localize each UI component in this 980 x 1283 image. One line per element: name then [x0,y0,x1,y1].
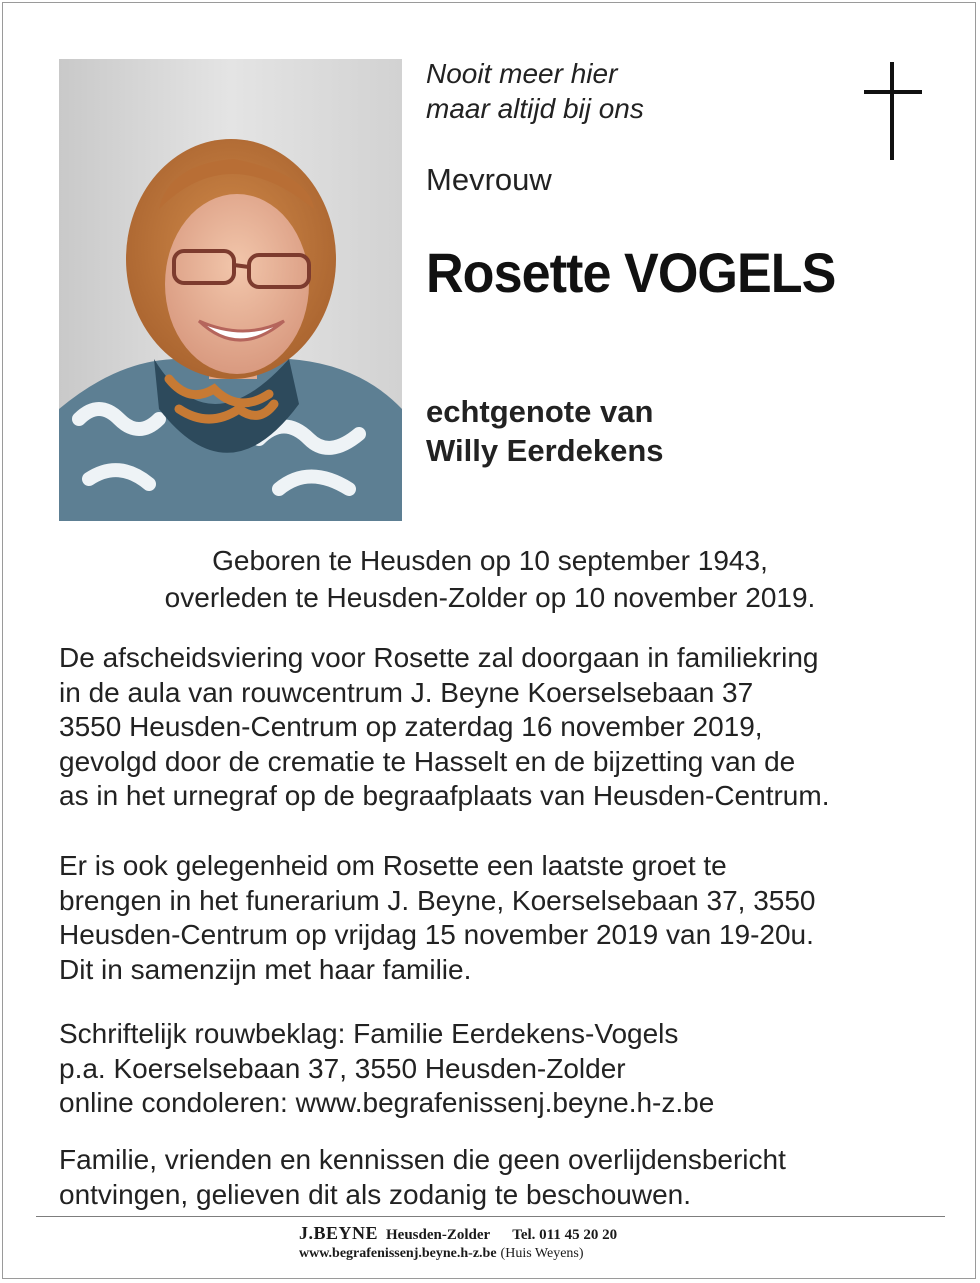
text-line: brengen in het funerarium J. Beyne, Koerselsebaan 37, 3550 [59,884,816,916]
death-line: overleden te Heusden-Zolder op 10 november 2019. [164,582,816,613]
birth-line: Geboren te Heusden op 10 september 1943, [212,545,768,576]
text-line: ontvingen, gelieven dit als zodanig te beschouwen. [59,1178,691,1210]
footer-row [299,1245,617,1262]
funeral-home-footer [299,1224,617,1262]
notice-paragraph [59,1143,939,1212]
text-line: 3550 Heusden-Centrum op zaterdag 16 november 2019, [59,711,763,742]
motto [426,56,644,126]
spouse-relation: echtgenote van [426,394,654,429]
spouse-name: Willy Eerdekens [426,433,664,468]
funeral-home-website[interactable]: www.begrafenissenj.beyne.h-z.be [299,1246,497,1261]
footer-row [299,1224,617,1245]
funeral-home-place: Heusden-Zolder [386,1227,491,1243]
text-line: Dit in samenzijn met haar familie. [59,953,472,985]
deceased-name: Rosette VOGELS [426,241,836,304]
text-line: Schriftelijk rouwbeklag: Familie Eerdekens-Vogels [59,1018,679,1049]
funeral-home-phone: Tel. 011 45 20 20 [512,1227,618,1243]
text-line: gevolgd door de crematie te Hasselt en de bijzetting van de [59,745,796,777]
visitation-paragraph [59,849,939,987]
text-line: Familie, vrienden en kennissen die geen overlijdensbericht [59,1144,786,1175]
portrait-photo [59,59,402,521]
text-line: Er is ook gelegenheid om Rosette een laatste groet te [59,850,727,881]
motto-line: Nooit meer hier [426,58,618,89]
text-line: p.a. Koerselsebaan 37, 3550 Heusden-Zolder [59,1052,626,1084]
footer-divider [36,1216,945,1217]
motto-line: maar altijd bij ons [426,93,644,124]
ceremony-paragraph [59,641,939,814]
funeral-home-brand: J.BEYNE [299,1223,379,1243]
condolence-link[interactable]: online condoleren: www.begrafenissenj.beyne.h-z.be [59,1087,715,1118]
honorific: Mevrouw [426,162,552,197]
text-line: as in het urnegraf op de begraafplaats van Heusden-Centrum. [59,780,830,811]
condolence-paragraph [59,1017,939,1121]
text-line: De afscheidsviering voor Rosette zal doorgaan in familiekring [59,642,819,673]
spouse-info [426,392,664,470]
funeral-home-house: (Huis Weyens) [500,1246,584,1261]
text-line: Heusden-Centrum op vrijdag 15 november 2019 van 19-20u. [59,919,814,950]
text-line: in de aula van rouwcentrum J. Beyne Koerselsebaan 37 [59,676,754,708]
cross-icon [864,62,922,160]
birth-death-dates [0,542,980,616]
